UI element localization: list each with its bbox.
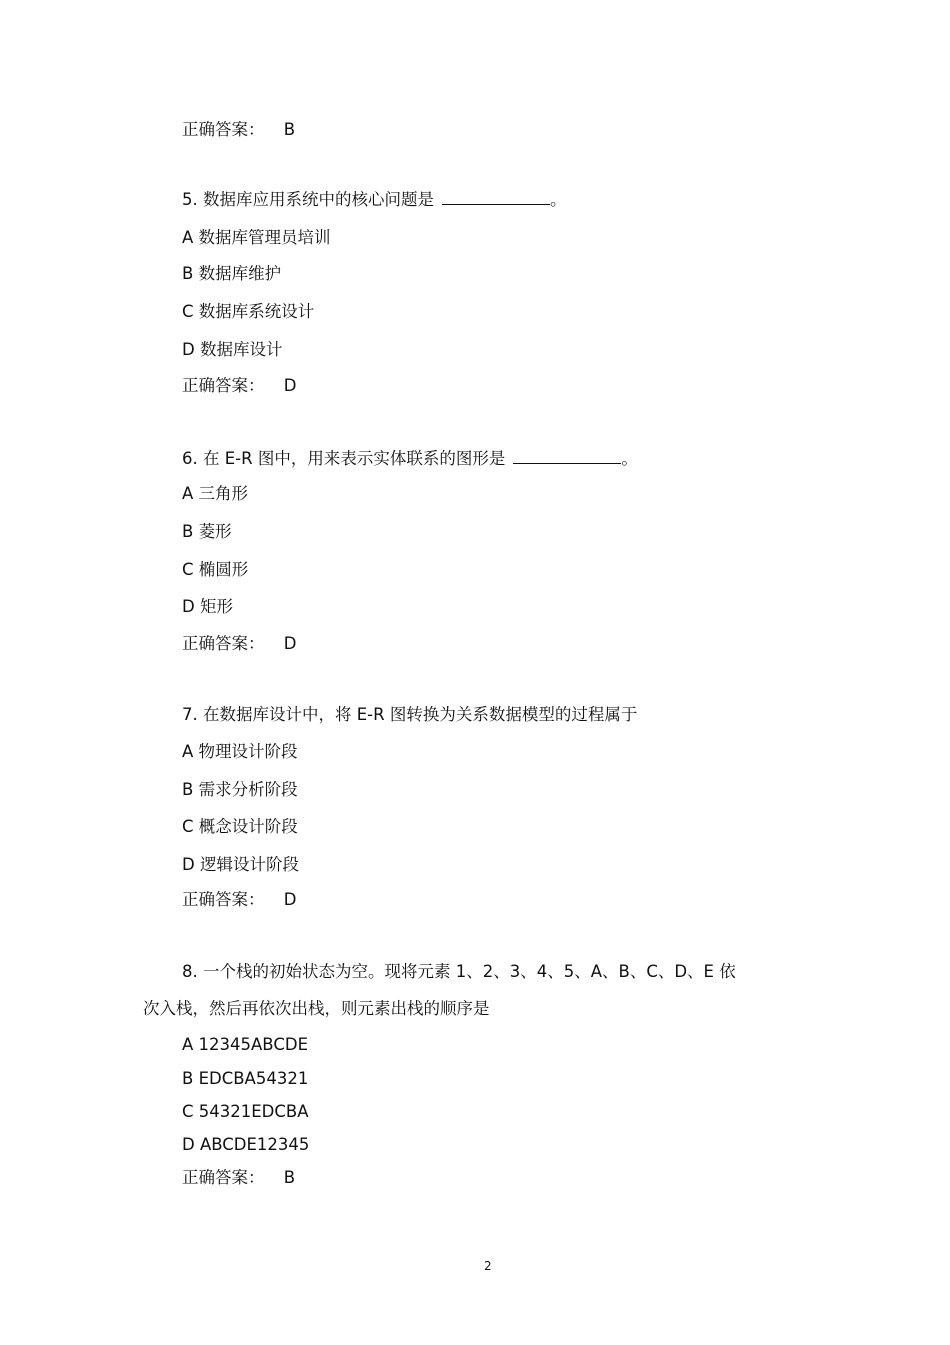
question-7-stem: 7. 在数据库设计中，将 E-R 图转换为关系数据模型的过程属于 — [182, 705, 638, 724]
option-6c: C 椭圆形 — [182, 560, 249, 579]
answer-line-q8: 正确答案： B — [182, 1168, 296, 1187]
answer-blank — [513, 449, 621, 464]
option-7c: C 概念设计阶段 — [182, 817, 298, 836]
answer-line-q4 — [182, 120, 295, 140]
option-7a: A 物理设计阶段 — [182, 742, 298, 761]
option-8c: C 54321EDCBA — [182, 1102, 309, 1121]
option-5b: B 数据库维护 — [182, 264, 282, 283]
question-6-stem: 6. 在 E-R 图中，用来表示实体联系的图形是 。 — [182, 449, 638, 468]
page-number: 2 — [484, 1259, 492, 1273]
option-8a: A 12345ABCDE — [182, 1035, 308, 1054]
answer-line-q5: 正确答案： D — [182, 376, 297, 395]
option-6d: D 矩形 — [182, 597, 233, 616]
option-7d: D 逻辑设计阶段 — [182, 855, 299, 874]
option-6b: B 菱形 — [182, 522, 232, 541]
answer-label: 正确答案： — [182, 120, 265, 139]
question-8-stem-line1: 8. 一个栈的初始状态为空。现将元素 1、2、3、4、5、A、B、C、D、E 依 — [182, 962, 736, 981]
answer-blank — [442, 190, 550, 205]
option-5d: D 数据库设计 — [182, 340, 283, 359]
option-5a: A 数据库管理员培训 — [182, 228, 331, 247]
option-5c: C 数据库系统设计 — [182, 302, 315, 321]
question-5-stem: 5. 数据库应用系统中的核心问题是 。 — [182, 190, 567, 209]
option-6a: A 三角形 — [182, 484, 249, 503]
option-7b: B 需求分析阶段 — [182, 780, 298, 799]
option-8b: B EDCBA54321 — [182, 1069, 309, 1088]
question-8-stem-line2: 次入栈，然后再依次出栈，则元素出栈的顺序是 — [143, 999, 490, 1018]
answer-value: B — [283, 120, 296, 139]
answer-line-q7: 正确答案： D — [182, 890, 297, 909]
option-8d: D ABCDE12345 — [182, 1135, 310, 1154]
answer-line-q6: 正确答案： D — [182, 634, 297, 653]
